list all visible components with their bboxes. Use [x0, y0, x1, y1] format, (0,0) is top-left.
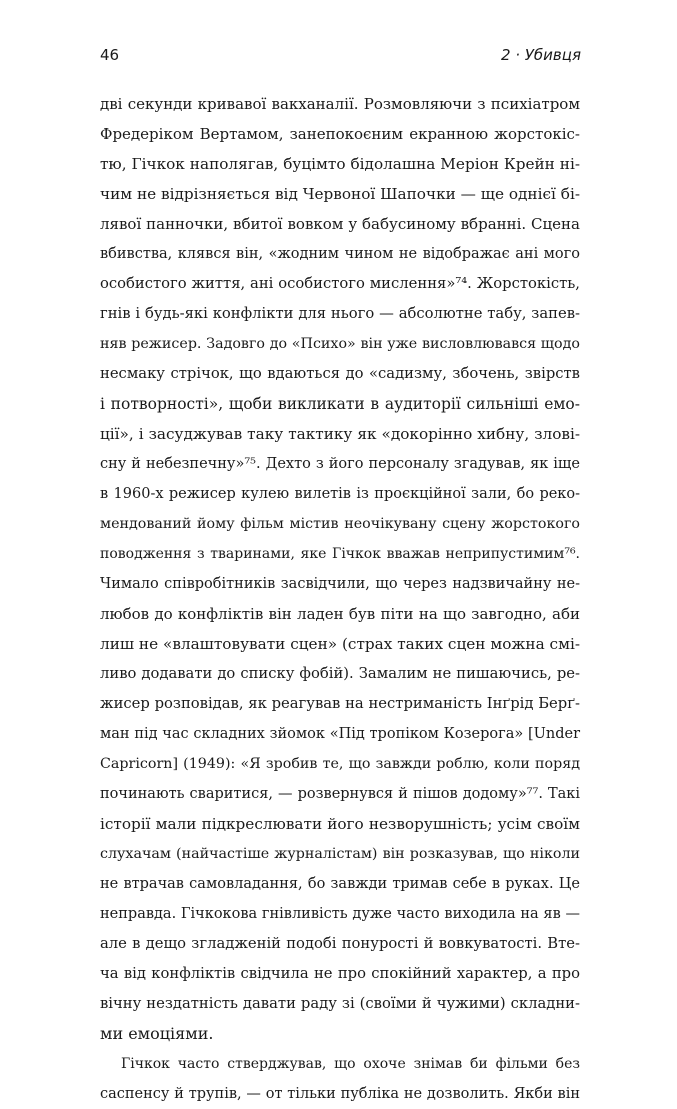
text-line: ливо додавати до списку фобій). Замалим не пишаючись, ре-: [100, 665, 580, 682]
running-head: 2 · Убивця: [500, 46, 581, 64]
text-line: няв режисер. Задовго до «Психо» він уже висловлювався щодо: [100, 336, 580, 352]
text-line: гнів і будь-які конфлікти для нього — абсолютне табу, запев-: [100, 305, 580, 322]
text-line: жисер розповідав, як реагував на нестриманість Інґрід Берґ-: [100, 695, 580, 712]
text-line: особистого життя, ані особистого мислення»⁷⁴. Жорстокість,: [100, 275, 580, 292]
text-line: дві секунди кривавої вакханалії. Розмовляючи з психіатром: [100, 95, 580, 113]
text-line: слухачам (найчастіше журналістам) він розказував, що ніколи: [100, 846, 580, 862]
text-line: в 1960-х режисер кулею вилетів із проєкційної зали, бо реко-: [100, 486, 580, 502]
text-line: Гічкок часто стверджував, що охоче знімав би фільми без: [121, 1056, 580, 1072]
text-line: вбивства, клявся він, «жодним чином не відображає ані мого: [100, 246, 580, 262]
text-line: але в дещо згладженій подобі понурості й вовкуватості. Вте-: [100, 935, 580, 952]
text-line: ман під час складних зйомок «Під тропіком Козерога» [Under: [100, 726, 580, 742]
text-line: поводження з тваринами, яке Гічкок вважав неприпустимим⁷⁶.: [100, 546, 580, 562]
page-number: 46: [100, 46, 120, 64]
text-line: чим не відрізняється від Червоної Шапочки — ще однієї бі-: [100, 185, 580, 203]
text-line: Фредеріком Вертамом, занепокоєним екранною жорстокіс-: [100, 125, 580, 143]
text-line: саспенсу й трупів, — от тільки публіка не дозволить. Якби він: [100, 1086, 580, 1102]
text-line: Чимало співробітників засвідчили, що через надзвичайну не-: [100, 576, 580, 592]
text-line: ми емоціями.: [100, 1024, 214, 1043]
text-line: лиш не «влаштовувати сцен» (страх таких сцен можна смі-: [100, 635, 580, 653]
text-line: починають сваритися, — розвернувся й пішов додому»⁷⁷. Такі: [100, 786, 580, 802]
text-line: ції», і засуджував таку тактику як «докорінно хибну, злові-: [100, 425, 580, 443]
text-line: Capricorn] (1949): «Я зробив те, що завжди роблю, коли поряд: [100, 756, 580, 772]
body-text: [100, 89, 580, 1109]
text-line: неправда. Гічкокова гнівливість дуже часто виходила на яв —: [100, 906, 580, 922]
text-line: ча від конфліктів свідчила не про спокійний характер, а про: [100, 965, 580, 982]
text-line: тю, Гічкок наполягав, буцімто бідолашна Меріон Крейн ні-: [100, 155, 580, 173]
text-line: не втрачав самовладання, бо завжди тримав себе в руках. Це: [100, 876, 580, 892]
text-line: і потворності», щоби викликати в аудиторії сильніші емо-: [100, 395, 580, 413]
text-line: несмаку стрічок, що вдаються до «садизму, збочень, звірств: [100, 365, 580, 382]
text-line: сну й небезпечну»⁷⁵. Дехто з його персоналу згадував, як іще: [100, 456, 580, 472]
text-line: лявої панночки, вбитої вовком у бабусиному вбранні. Сцена: [100, 215, 580, 233]
page-header: [100, 46, 581, 70]
text-line: мендований йому фільм містив неочікувану сцену жорстокого: [100, 516, 580, 532]
text-line: вічну нездатність давати раду зі (своїми й чужими) складни-: [100, 995, 580, 1012]
text-line: історії мали підкреслювати його незворушність; усім своїм: [100, 815, 580, 833]
text-line: любов до конфліктів він ладен був піти на що завгодно, аби: [100, 605, 580, 623]
